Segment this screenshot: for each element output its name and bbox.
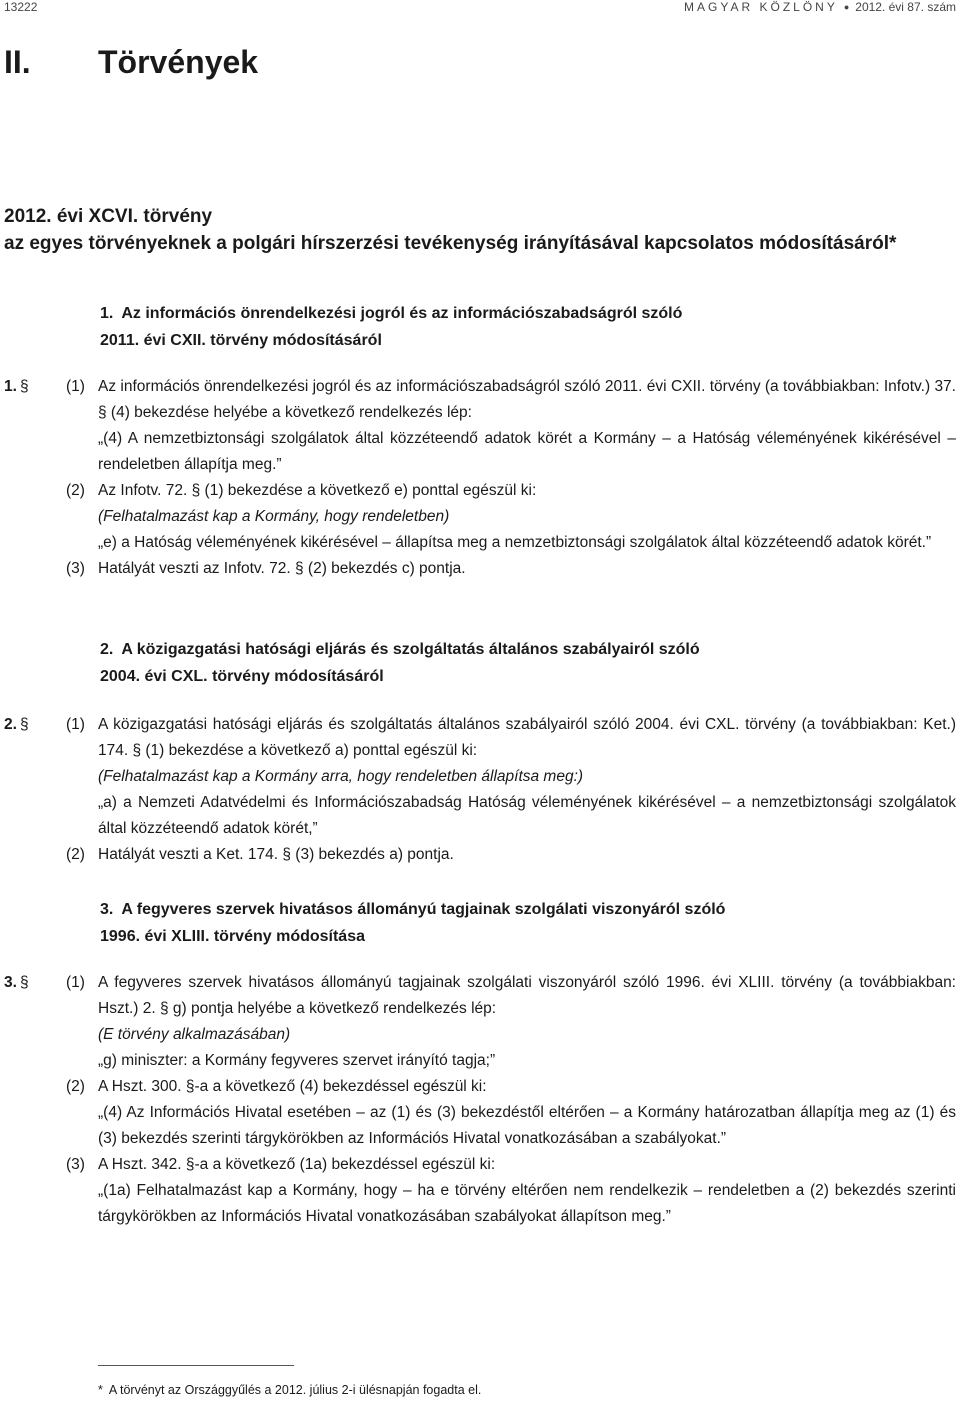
part-name: Törvények xyxy=(98,44,259,80)
subsection-text: Hatályát veszti az Infotv. 72. § (2) bekezdés c) pontja. xyxy=(98,560,466,577)
subsection xyxy=(0,1152,960,1230)
subsection xyxy=(0,712,960,842)
subsection-text: Az Infotv. 72. § (1) bekezdése a következő e) ponttal egészül ki: xyxy=(98,482,537,499)
subsection-number: (2) xyxy=(66,846,85,863)
law-number: 2012. évi XCVI. törvény xyxy=(4,206,213,227)
section-heading-line: Az információs önrendelkezési jogról és az információszabadságról szóló xyxy=(121,305,683,322)
subsection-text: A közigazgatási hatósági eljárás és szolgáltatás általános szabályairól szóló 2004. évi CXL. törvény (a továbbiakban: Ket.) 174. § (1) bekezdése a következő a) ponttal egészül ki: xyxy=(98,716,956,759)
subsection-number: (2) xyxy=(66,1078,85,1095)
subsection-text: A Hszt. 342. §-a a következő (1a) bekezdéssel egészül ki: xyxy=(98,1156,496,1173)
footnote xyxy=(98,1383,481,1397)
subsection xyxy=(0,1074,960,1152)
footnote-text: A törvényt az Országgyűlés a 2012. július 2-i ülésnapján fogadta el. xyxy=(108,1383,482,1397)
subsection-number: (3) xyxy=(66,560,85,577)
paragraph-number: 1. xyxy=(4,378,17,395)
page-header xyxy=(0,0,960,16)
quoted-item: „g) miniszter: a Kormány fegyveres szervet irányító tagja;” xyxy=(98,1052,496,1069)
paragraph-number: 3. xyxy=(4,974,17,991)
section-heading xyxy=(100,896,820,950)
quoted-item: „a) a Nemzeti Adatvédelmi és Információszabadság Hatóság véleményének kikérésével – a nemzetbiztonsági szolgálatok által közzéteendő adatok körét,” xyxy=(98,794,956,837)
subsection-number: (1) xyxy=(66,378,85,395)
paragraph-number: 2. xyxy=(4,716,17,733)
subsection-text: Az információs önrendelkezési jogról és az információszabadságról szóló 2011. évi CXII. törvény (a továbbiakban: Infotv.) 37. § (4) bekezdése helyébe a következő rendelkezés lép: xyxy=(98,378,956,421)
subsection-number: (2) xyxy=(66,482,85,499)
subsection-text: A Hszt. 300. §-a a következő (4) bekezdéssel egészül ki: xyxy=(98,1078,487,1095)
part-number: II. xyxy=(4,44,31,80)
section-heading-number: 3. xyxy=(100,901,114,918)
subsection-text: Hatályát veszti a Ket. 174. § (3) bekezdés a) pontja. xyxy=(98,846,454,863)
section-heading-line: 1996. évi XLIII. törvény módosítása xyxy=(100,928,365,945)
issue-label: 2012. évi 87. szám xyxy=(855,0,956,14)
section-heading xyxy=(100,300,820,354)
footnote-divider xyxy=(98,1365,294,1366)
running-head xyxy=(684,0,956,14)
intro-clause: (E törvény alkalmazásában) xyxy=(98,1026,291,1043)
subsection-number: (1) xyxy=(66,974,85,991)
footnote-mark: * xyxy=(98,1383,103,1397)
section-sign-icon: § xyxy=(20,716,29,733)
page-number: 13222 xyxy=(4,0,38,14)
intro-clause: (Felhatalmazást kap a Kormány, hogy rendeletben) xyxy=(98,508,450,525)
subsection xyxy=(0,478,960,556)
law-heading xyxy=(4,203,896,257)
section-heading-number: 2. xyxy=(100,641,114,658)
section-sign-icon: § xyxy=(20,974,29,991)
intro-clause: (Felhatalmazást kap a Kormány arra, hogy rendeletben állapítsa meg:) xyxy=(98,768,584,785)
subsection-number: (1) xyxy=(66,716,85,733)
subsection xyxy=(0,374,960,478)
gazette-name: MAGYAR KÖZLÖNY xyxy=(684,0,838,14)
subsection-text: A fegyveres szervek hivatásos állományú tagjainak szolgálati viszonyáról szóló 1996. évi XLIII. törvény (a továbbiakban: Hszt.) 2. § g) pontja helyébe a következő rendelkezés lép: xyxy=(98,974,956,1017)
quoted-provision: „(1a) Felhatalmazást kap a Kormány, hogy – ha e törvény eltérően nem rendelkezik – rendeletben a (2) bekezdés szerinti tárgykörökben az Információs Hivatal vonatkozásában szabályokat állapítson meg.” xyxy=(98,1182,956,1225)
section-sign-icon: § xyxy=(20,378,29,395)
section-heading-number: 1. xyxy=(100,305,114,322)
section-heading-line: 2004. évi CXL. törvény módosításáról xyxy=(100,668,384,685)
subsection xyxy=(0,970,960,1074)
quoted-provision: „(4) Az Információs Hivatal esetében – az (1) és (3) bekezdéstől eltérően – a Kormány határozatban állapítja meg az (1) és (3) bekezdés szerinti tárgykörökben az Információs Hivatal vonatkozásában a szabályokat.” xyxy=(98,1104,956,1147)
section-heading-line: A közigazgatási hatósági eljárás és szolgáltatás általános szabályairól szóló xyxy=(121,641,700,658)
paragraph-1 xyxy=(0,374,960,582)
paragraph-3 xyxy=(0,970,960,1230)
law-title: az egyes törvényeknek a polgári hírszerzési tevékenység irányításával kapcsolatos módosításáról* xyxy=(4,233,897,254)
separator-dot-icon: ● xyxy=(843,2,850,12)
quoted-item: „e) a Hatóság véleményének kikérésével – állapítsa meg a nemzetbiztonsági szolgálatok által közzéteendő adatok körét.” xyxy=(98,534,932,551)
paragraph-2 xyxy=(0,712,960,868)
section-heading-line: 2011. évi CXII. törvény módosításáról xyxy=(100,332,382,349)
subsection-number: (3) xyxy=(66,1156,85,1173)
section-heading xyxy=(100,636,820,690)
part-title xyxy=(4,44,258,81)
subsection xyxy=(0,556,960,582)
subsection xyxy=(0,842,960,868)
quoted-provision: „(4) A nemzetbiztonsági szolgálatok által közzéteendő adatok körét a Kormány – a Hatóság véleményének kikérésével – rendeletben állapítja meg.” xyxy=(98,430,956,473)
section-heading-line: A fegyveres szervek hivatásos állományú tagjainak szolgálati viszonyáról szóló xyxy=(121,901,726,918)
